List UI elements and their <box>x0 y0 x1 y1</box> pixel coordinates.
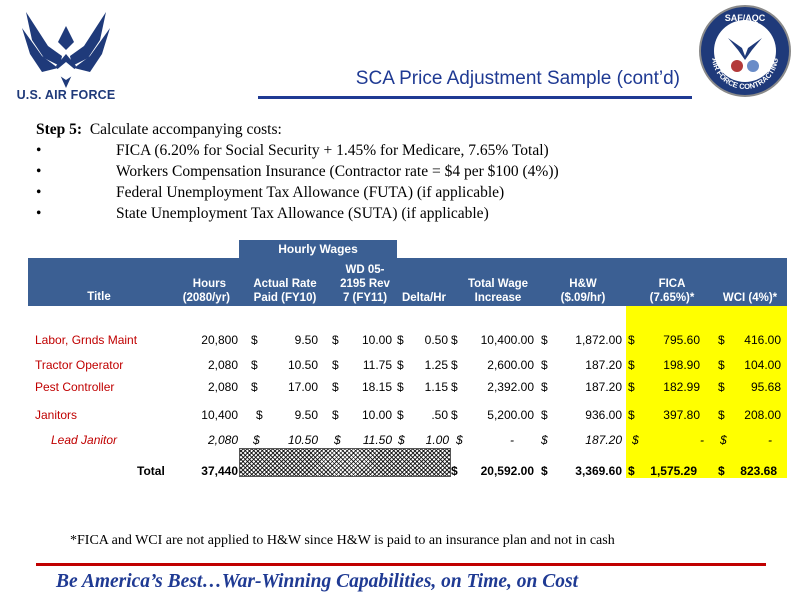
row-total-wage-increase: 2,392.00 <box>487 380 534 394</box>
row-total-wage-increase: 10,400.00 <box>480 333 534 347</box>
row-wd-rate: 10.00 <box>361 333 392 347</box>
currency-sign: $ <box>332 408 339 422</box>
row-total-wage-increase: - <box>510 433 514 447</box>
col-hw-subheader: ($.09/hr) <box>560 292 606 304</box>
row-delta: 0.50 <box>424 333 448 347</box>
currency-sign: $ <box>718 333 725 347</box>
currency-sign: $ <box>397 380 404 394</box>
row-actual-rate: 9.50 <box>294 408 318 422</box>
step-label: Step 5: <box>36 121 83 138</box>
col-fica-header: FICA <box>658 278 686 290</box>
col-delta-header: Delta/Hr <box>401 292 447 304</box>
row-hw: 187.20 <box>585 380 622 394</box>
total-wage-increase: 20,592.00 <box>480 464 534 478</box>
row-fica: 182.99 <box>663 380 700 394</box>
bullet-dot: • <box>36 142 42 159</box>
bullet-item <box>36 142 776 163</box>
currency-sign: $ <box>541 358 548 372</box>
seal-emblem-right-icon <box>747 60 759 72</box>
currency-sign: $ <box>251 358 258 372</box>
row-actual-rate: 10.50 <box>287 358 318 372</box>
col-wd-header-3: 7 (FY11) <box>342 292 388 304</box>
row-wd-rate: 11.50 <box>362 433 392 447</box>
title-underline <box>258 96 692 99</box>
row-delta: 1.00 <box>425 433 449 447</box>
currency-sign: $ <box>718 358 725 372</box>
currency-sign: $ <box>718 408 725 422</box>
air-force-wordmark: U.S. AIR FORCE <box>16 88 116 102</box>
currency-sign: $ <box>632 433 639 447</box>
currency-sign: $ <box>251 333 258 347</box>
row-hours: 2,080 <box>207 358 238 372</box>
row-total-wage-increase: 2,600.00 <box>487 358 534 372</box>
row-actual-rate: 17.00 <box>287 380 318 394</box>
seal-bottom-text: AIR FORCE CONTRACTING <box>709 57 781 92</box>
row-delta: 1.25 <box>424 358 448 372</box>
saf-aqc-seal <box>698 4 792 98</box>
currency-sign: $ <box>253 433 260 447</box>
bullet-dot: • <box>36 163 42 180</box>
col-total-wage-subheader: Increase <box>474 292 522 304</box>
step-text: Calculate accompanying costs: <box>89 121 282 138</box>
row-title: Lead Janitor <box>51 433 118 447</box>
row-title: Pest Controller <box>35 380 115 394</box>
total-wci: 823.68 <box>740 464 777 478</box>
col-actual-rate-header: Actual Rate <box>253 278 317 290</box>
bullet-text: State Unemployment Tax Allowance (SUTA) (if applicable) <box>116 205 489 222</box>
col-fica-subheader: (7.65%)* <box>649 292 695 304</box>
total-hours: 37,440 <box>201 464 238 478</box>
currency-sign: $ <box>332 333 339 347</box>
motto-divider <box>36 563 766 566</box>
seal-top-text: SAF/AQC <box>724 13 766 23</box>
col-wd-header: WD 05- <box>345 264 385 276</box>
currency-sign: $ <box>451 358 458 372</box>
currency-sign: $ <box>541 408 548 422</box>
bullet-text: Federal Unemployment Tax Allowance (FUTA) (if applicable) <box>116 184 505 201</box>
row-title: Janitors <box>35 408 78 422</box>
currency-sign: $ <box>451 380 458 394</box>
bullet-item <box>36 163 776 184</box>
row-hw: 187.20 <box>585 433 622 447</box>
currency-sign: $ <box>332 358 339 372</box>
row-fica: 795.60 <box>663 333 700 347</box>
currency-sign: $ <box>334 433 341 447</box>
row-hw: 936.00 <box>585 408 622 422</box>
currency-sign: $ <box>251 380 258 394</box>
row-fica: - <box>700 433 704 447</box>
row-wci: 416.00 <box>744 333 781 347</box>
col-title-header: Title <box>87 291 111 303</box>
currency-sign: $ <box>628 408 635 422</box>
slide-title: SCA Price Adjustment Sample (cont’d) <box>355 68 680 89</box>
currency-sign: $ <box>541 464 548 478</box>
col-hours-subheader: (2080/yr) <box>182 292 230 304</box>
row-fica: 198.90 <box>663 358 700 372</box>
row-delta: 1.15 <box>424 380 448 394</box>
row-delta: .50 <box>431 408 448 422</box>
currency-sign: $ <box>456 433 463 447</box>
row-hours: 20,800 <box>201 333 238 347</box>
row-total-wage-increase: 5,200.00 <box>487 408 534 422</box>
currency-sign: $ <box>398 433 405 447</box>
currency-sign: $ <box>397 358 404 372</box>
total-fica: 1,575.29 <box>650 464 697 478</box>
currency-sign: $ <box>451 464 458 478</box>
bullet-text: FICA (6.20% for Social Security + 1.45% for Medicare, 7.65% Total) <box>116 142 549 159</box>
bullet-dot: • <box>36 205 42 222</box>
currency-sign: $ <box>628 464 635 478</box>
seal-emblem-left-icon <box>731 60 743 72</box>
currency-sign: $ <box>451 333 458 347</box>
motto: Be America’s Best…War-Winning Capabilities, on Time, on Cost <box>56 571 579 592</box>
currency-sign: $ <box>541 333 548 347</box>
row-wd-rate: 11.75 <box>362 358 392 372</box>
currency-sign: $ <box>397 333 404 347</box>
row-actual-rate: 10.50 <box>287 433 318 447</box>
currency-sign: $ <box>256 408 263 422</box>
footnote: *FICA and WCI are not applied to H&W since H&W is paid to an insurance plan and not in cash <box>70 533 615 548</box>
total-label: Total <box>137 464 165 478</box>
row-wd-rate: 10.00 <box>361 408 392 422</box>
col-total-wage-header: Total Wage <box>467 278 529 290</box>
currency-sign: $ <box>628 333 635 347</box>
row-title: Tractor Operator <box>35 358 124 372</box>
currency-sign: $ <box>720 433 727 447</box>
total-hw: 3,369.60 <box>575 464 622 478</box>
currency-sign: $ <box>718 464 725 478</box>
row-actual-rate: 9.50 <box>294 333 318 347</box>
row-hours: 2,080 <box>207 433 238 447</box>
table-header <box>28 258 787 306</box>
currency-sign: $ <box>628 380 635 394</box>
currency-sign: $ <box>541 433 548 447</box>
currency-sign: $ <box>541 380 548 394</box>
hourly-wages-group-header: Hourly Wages <box>239 240 397 258</box>
row-hours: 10,400 <box>201 408 238 422</box>
col-wci-header: WCI (4%)* <box>722 292 778 304</box>
row-hw: 187.20 <box>585 358 622 372</box>
row-wci: 208.00 <box>744 408 781 422</box>
row-wci: 95.68 <box>750 380 781 394</box>
bullet-dot: • <box>36 184 42 201</box>
currency-sign: $ <box>397 408 404 422</box>
currency-sign: $ <box>718 380 725 394</box>
step-heading <box>36 121 282 139</box>
col-wd-header-2: 2195 Rev <box>340 278 390 290</box>
currency-sign: $ <box>451 408 458 422</box>
bullet-item <box>36 184 776 205</box>
col-hours-header: Hours <box>192 278 226 290</box>
currency-sign: $ <box>628 358 635 372</box>
row-fica: 397.80 <box>663 408 700 422</box>
currency-sign: $ <box>332 380 339 394</box>
row-title: Labor, Grnds Maint <box>35 333 138 347</box>
bullet-text: Workers Compensation Insurance (Contractor rate = $4 per $100 (4%)) <box>116 163 559 180</box>
row-wci: 104.00 <box>744 358 781 372</box>
row-wd-rate: 18.15 <box>361 380 392 394</box>
row-wci: - <box>768 433 772 447</box>
row-hours: 2,080 <box>207 380 238 394</box>
hatched-blank-area <box>239 448 451 477</box>
bullet-item <box>36 205 776 226</box>
row-hw: 1,872.00 <box>575 333 622 347</box>
col-actual-rate-subheader: Paid (FY10) <box>253 292 317 304</box>
col-hw-header: H&W <box>569 278 597 290</box>
